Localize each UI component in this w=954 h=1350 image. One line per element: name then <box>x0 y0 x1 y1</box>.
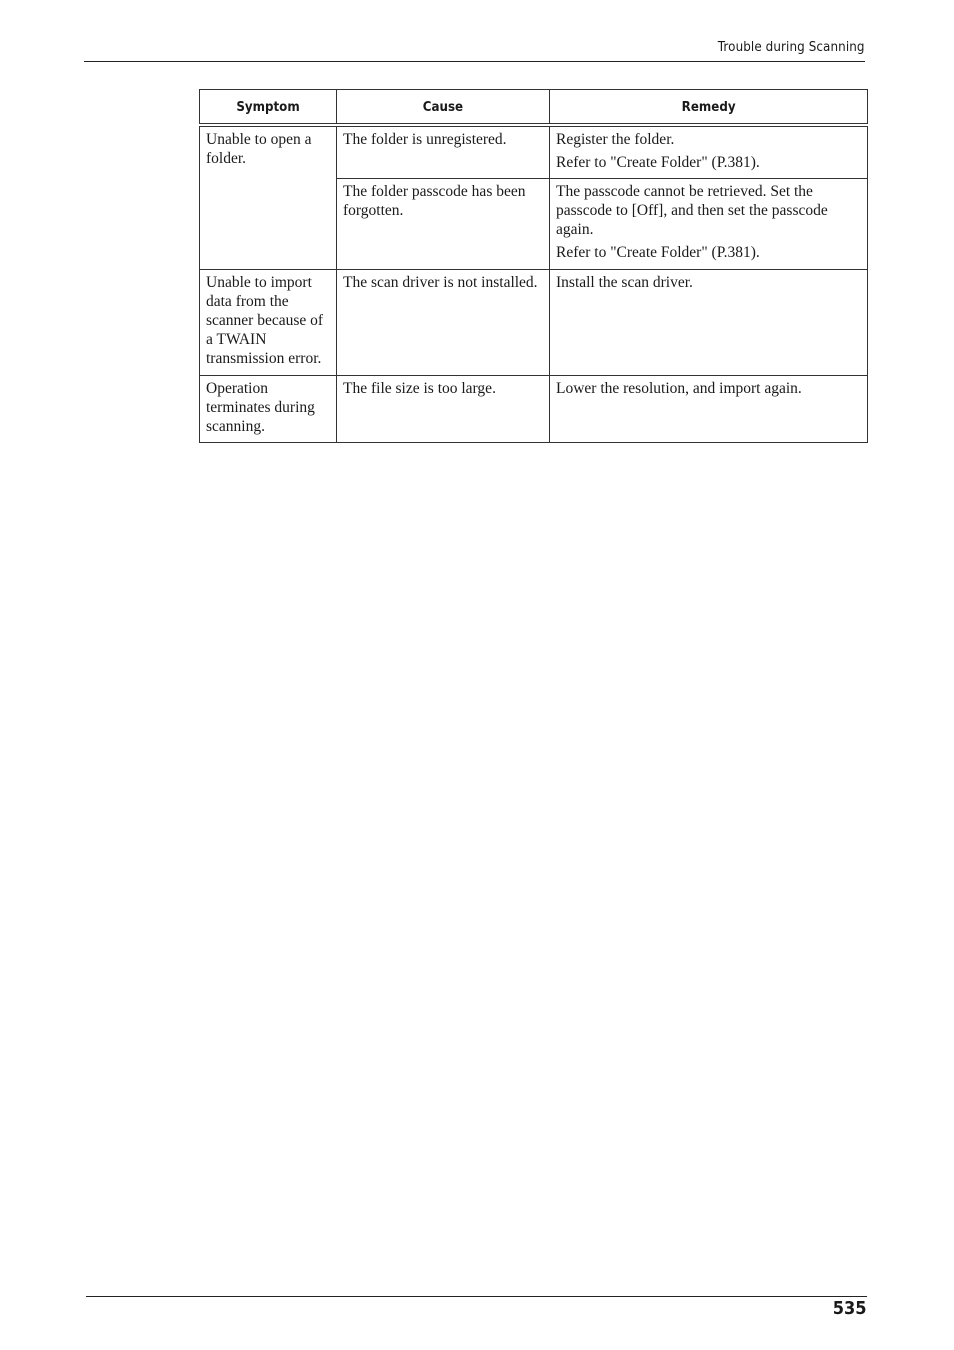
cause-cell: The file size is too large. <box>337 375 550 442</box>
troubleshooting-table-container <box>199 89 867 443</box>
remedy-cell <box>550 375 868 442</box>
cause-cell: The scan driver is not installed. <box>337 269 550 375</box>
remedy-text: Register the folder. <box>556 131 675 148</box>
column-header-cause: Cause <box>337 90 550 126</box>
symptom-cell: Unable to open a folder. <box>200 125 337 269</box>
remedy-text: Lower the resolution, and import again. <box>556 379 802 397</box>
remedy-cell <box>550 269 868 375</box>
troubleshooting-table <box>199 89 868 443</box>
page-footer <box>86 1296 867 1319</box>
table-header-row <box>200 90 868 126</box>
remedy-reference: Refer to "Create Folder" (P.381). <box>556 154 760 172</box>
cause-cell: The folder is unregistered. <box>337 125 550 178</box>
table-row <box>200 125 868 178</box>
column-header-remedy: Remedy <box>550 90 868 126</box>
remedy-cell <box>550 178 868 269</box>
column-header-symptom: Symptom <box>200 90 337 126</box>
remedy-text: Install the scan driver. <box>556 273 693 291</box>
cause-cell: The folder passcode has been forgotten. <box>337 178 550 269</box>
table-row <box>200 269 868 375</box>
symptom-cell: Unable to import data from the scanner because of a TWAIN transmission error. <box>200 269 337 375</box>
page-number: 535 <box>833 1298 867 1319</box>
section-title: Trouble during Scanning <box>718 40 865 55</box>
running-header <box>84 38 865 62</box>
remedy-cell <box>550 125 868 178</box>
remedy-reference: Refer to "Create Folder" (P.381). <box>556 244 760 262</box>
table-row <box>200 375 868 442</box>
remedy-text: The passcode cannot be retrieved. Set the passcode to [Off], and then set the passcode again. <box>556 182 828 238</box>
symptom-cell: Operation terminates during scanning. <box>200 375 337 442</box>
